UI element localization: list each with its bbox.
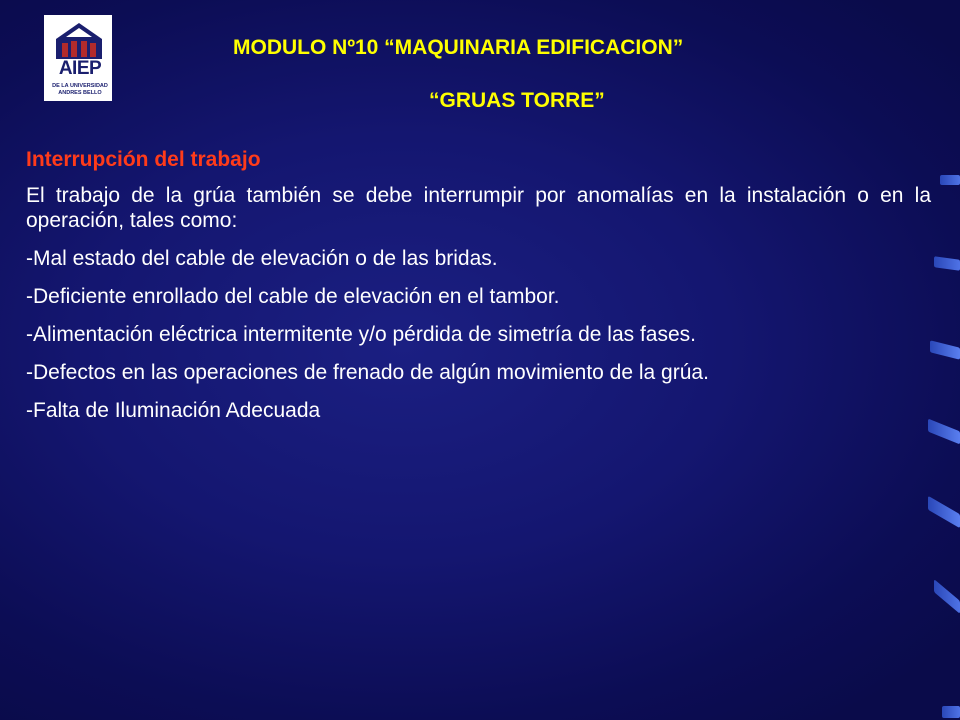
- list-item: -Mal estado del cable de elevación o de las bridas.: [26, 247, 498, 270]
- decorative-dash: [930, 340, 960, 359]
- list-item: -Alimentación eléctrica intermitente y/o pérdida de simetría de las fases.: [26, 323, 696, 346]
- module-title: [65, 36, 960, 60]
- logo-subtitle-1: DE LA UNIVERSIDAD: [52, 83, 108, 89]
- list-item: -Falta de Iluminación Adecuada: [26, 399, 321, 422]
- decorative-dash: [934, 579, 960, 614]
- logo-subtitle-2: ANDRES BELLO: [58, 90, 102, 96]
- decorative-dash: [934, 256, 960, 271]
- list-item: -Defectos en las operaciones de frenado de algún movimiento de la grúa.: [26, 361, 709, 384]
- decorative-dash: [928, 496, 960, 528]
- decorative-dash: [940, 175, 960, 185]
- decorative-dash: [942, 706, 960, 718]
- list-item: -Deficiente enrollado del cable de elevación en el tambor.: [26, 285, 560, 308]
- section-heading: Interrupción del trabajo: [26, 148, 261, 171]
- topic-title: [0, 89, 960, 113]
- decorative-dash: [928, 419, 960, 445]
- slide-body: [26, 142, 931, 436]
- topic-title-text: “GRUAS TORRE”: [429, 89, 605, 112]
- module-title-text: MODULO Nº10 “MAQUINARIA EDIFICACION”: [233, 36, 684, 59]
- intro-paragraph: El trabajo de la grúa también se debe interrumpir por anomalías en la instalación o en la operación, tales como:: [26, 184, 931, 232]
- logo-wordmark: AIEP: [58, 58, 102, 79]
